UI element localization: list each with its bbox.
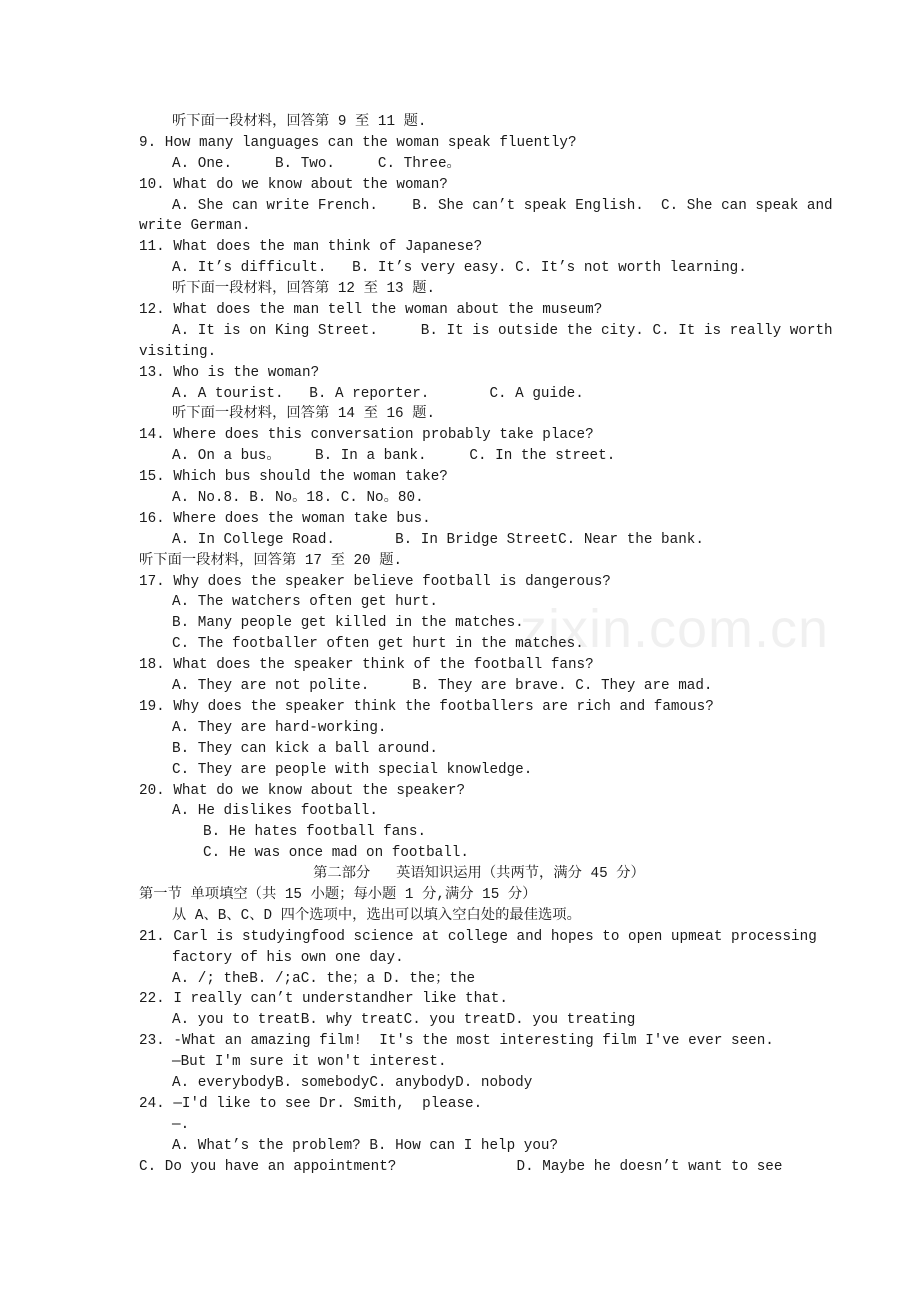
- text-line: 18. What does the speaker think of the football fans?: [139, 657, 594, 674]
- text-line: 听下面一段材料，回答第 12 至 13 题.: [172, 281, 436, 298]
- document-body: [139, 112, 833, 1177]
- text-line: 听下面一段材料，回答第 14 至 16 题.: [172, 406, 436, 423]
- text-line: 17. Why does the speaker believe football is dangerous?: [139, 573, 611, 590]
- text-line: A. One. B. Two. C. Three。: [172, 155, 461, 172]
- text-line: 9. How many languages can the woman speak fluently?: [139, 134, 577, 151]
- text-line: 22. I really can’t understandher like that.: [139, 991, 508, 1008]
- text-line: A. everybodyB. somebodyC. anybodyD. nobody: [172, 1074, 533, 1091]
- text-line: visiting.: [139, 343, 217, 360]
- text-line: write German.: [139, 218, 251, 235]
- text-line: 24. —I'd like to see Dr. Smith, please.: [139, 1095, 483, 1112]
- text-line: B. He hates football fans.: [203, 824, 427, 841]
- text-line: A. What’s the problem? B. How can I help you?: [172, 1137, 559, 1154]
- text-line: 从 A、B、C、D 四个选项中，选出可以填入空白处的最佳选项。: [172, 907, 581, 924]
- text-line: 听下面一段材料，回答第 9 至 11 题.: [172, 114, 427, 130]
- text-line: —But I'm sure it won't interest.: [172, 1054, 447, 1071]
- text-line: A. They are hard-working.: [172, 719, 387, 736]
- text-line: B. They can kick a ball around.: [172, 740, 438, 757]
- text-line: A. She can write French. B. She can’t speak English. C. She can speak and: [172, 197, 833, 214]
- text-line: C. The footballer often get hurt in the matches.: [172, 636, 584, 653]
- text-line: 10. What do we know about the woman?: [139, 176, 448, 193]
- text-line: C. He was once mad on football.: [203, 845, 469, 862]
- text-line: A. No.8. B. No。18. C. No。80.: [172, 490, 424, 507]
- text-line: 12. What does the man tell the woman about the museum?: [139, 302, 603, 319]
- text-line: factory of his own one day.: [172, 949, 404, 966]
- text-line: A. In College Road. B. In Bridge StreetC. Near the bank.: [172, 531, 704, 548]
- text-line: B. Many people get killed in the matches.: [172, 615, 524, 632]
- text-line: A. The watchers often get hurt.: [172, 594, 438, 611]
- text-line: 听下面一段材料，回答第 17 至 20 题.: [139, 552, 403, 569]
- text-line: A. A tourist. B. A reporter. C. A guide.: [172, 385, 584, 402]
- text-line: A. It’s difficult. B. It’s very easy. C. It’s not worth learning.: [172, 260, 747, 277]
- text-line: 13. Who is the woman?: [139, 364, 320, 381]
- watermark: zixin.com.cn: [520, 599, 830, 659]
- text-line: 20. What do we know about the speaker?: [139, 782, 466, 799]
- text-line: A. He dislikes football.: [172, 803, 378, 820]
- text-line: 第二部分 英语知识运用（共两节，满分 45 分）: [313, 866, 645, 883]
- text-line: C. They are people with special knowledge.: [172, 761, 533, 778]
- text-line: —.: [172, 1116, 190, 1133]
- text-line: A. They are not polite. B. They are brave. C. They are mad.: [172, 678, 713, 695]
- text-line: C. Do you have an appointment? D. Maybe he doesn’t want to see: [139, 1158, 783, 1175]
- text-line: 16. Where does the woman take bus.: [139, 510, 431, 527]
- text-line: 14. Where does this conversation probably take place?: [139, 427, 594, 444]
- text-line: A. It is on King Street. B. It is outside the city. C. It is really worth: [172, 322, 833, 339]
- text-line: 23. -What an amazing film! It's the most interesting film I've ever seen.: [139, 1033, 774, 1050]
- text-line: 11. What does the man think of Japanese?: [139, 239, 483, 256]
- text-line: A. On a bus。 B. In a bank. C. In the street.: [172, 448, 616, 465]
- text-line: 第一节 单项填空（共 15 小题；每小题 1 分,满分 15 分）: [139, 886, 537, 903]
- text-line: A. you to treatB. why treatC. you treatD. you treating: [172, 1012, 636, 1029]
- text-line: 21. Carl is studyingfood science at college and hopes to open upmeat processing: [139, 928, 817, 945]
- text-line: A. /; theB. /;aC. the；a D. the；the: [172, 970, 476, 987]
- text-line: 19. Why does the speaker think the footballers are rich and famous?: [139, 698, 714, 715]
- text-line: 15. Which bus should the woman take?: [139, 469, 448, 486]
